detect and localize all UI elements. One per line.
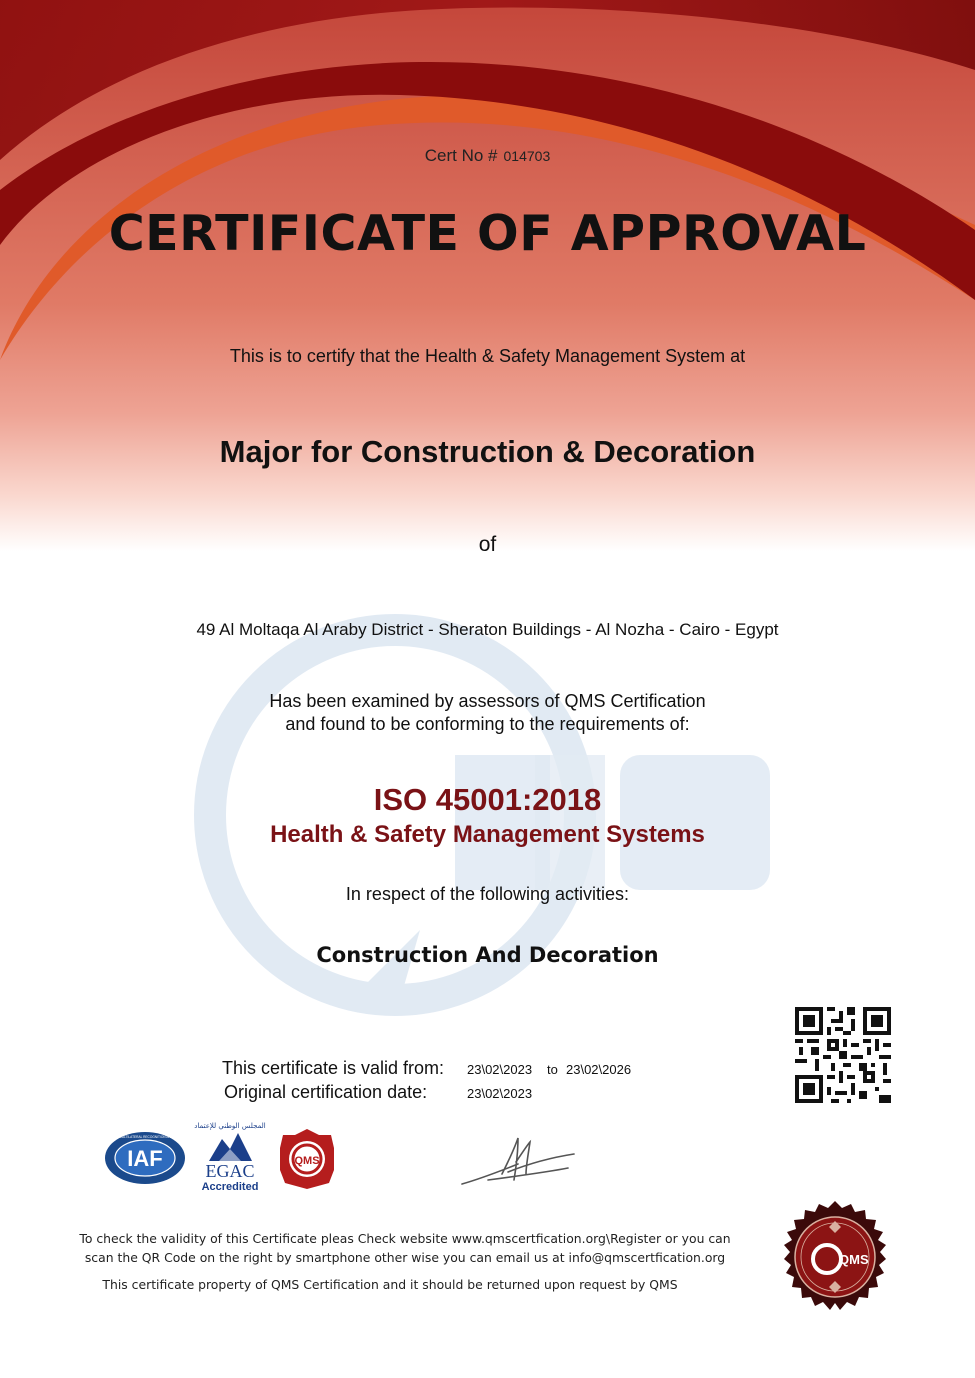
examined-line-1: Has been examined by assessors of QMS Certification	[269, 691, 706, 711]
egac-accredited-text: Accredited	[201, 1181, 259, 1193]
of-text: of	[478, 533, 497, 556]
certify-intro: This is to certify that the Health & Safety Management System at	[229, 346, 746, 366]
iaf-text: IAF	[127, 1146, 163, 1171]
certificate-title: CERTIFICATE OF APPROVAL	[108, 205, 867, 262]
egac-logo	[195, 1119, 265, 1195]
standard-name: Health & Safety Management Systems	[270, 821, 705, 848]
activities-intro: In respect of the following activities:	[345, 884, 630, 904]
egac-text: EGAC	[205, 1161, 255, 1181]
egac-arabic-text: المجلس الوطني للإعتماد	[194, 1122, 266, 1130]
qms-gear-text: QMS	[294, 1155, 320, 1167]
footer-validity-line-2: scan the QR Code on the right by smartphone other wise you can email us at info@qmscertfication.org	[84, 1250, 726, 1265]
company-name: Major for Construction & Decoration	[219, 434, 756, 469]
standard-code: ISO 45001:2018	[373, 782, 602, 817]
certificate-number	[0, 146, 975, 166]
qms-gear-logo	[279, 1128, 335, 1190]
footer-property-note: This certificate property of QMS Certification and it should be returned upon request by QMS	[102, 1277, 678, 1292]
cert-no-value: 014703	[503, 148, 551, 164]
qr-code[interactable]	[795, 1007, 891, 1103]
examined-line-2: and found to be conforming to the requirements of:	[285, 714, 690, 734]
iaf-logo	[98, 1130, 192, 1186]
footer-validity-line-1: To check the validity of this Certificate pleas Check website www.qmscertfication.org\Register or you can	[79, 1231, 731, 1246]
examined-statement	[0, 690, 975, 736]
seal-text: QMS	[839, 1252, 869, 1267]
cert-no-label: Cert No #	[424, 146, 498, 165]
valid-from-label: This certificate is valid from:	[222, 1058, 445, 1078]
activity-scope: Construction And Decoration	[316, 943, 659, 967]
signature	[458, 1134, 578, 1189]
valid-to-date: 23\02\2026	[566, 1062, 632, 1077]
iaf-ring-text: MEMBER OF MULTILATERAL RECOGNITION ARRANGEMENT	[98, 1135, 192, 1139]
valid-to-word: to	[547, 1062, 558, 1077]
company-address: 49 Al Moltaqa Al Araby District - Sheraton Buildings - Al Nozha - Cairo - Egypt	[196, 620, 779, 639]
original-date-label: Original certification date:	[224, 1082, 428, 1102]
original-date-value: 23\02\2023	[467, 1086, 533, 1101]
valid-from-date: 23\02\2023	[467, 1062, 533, 1077]
